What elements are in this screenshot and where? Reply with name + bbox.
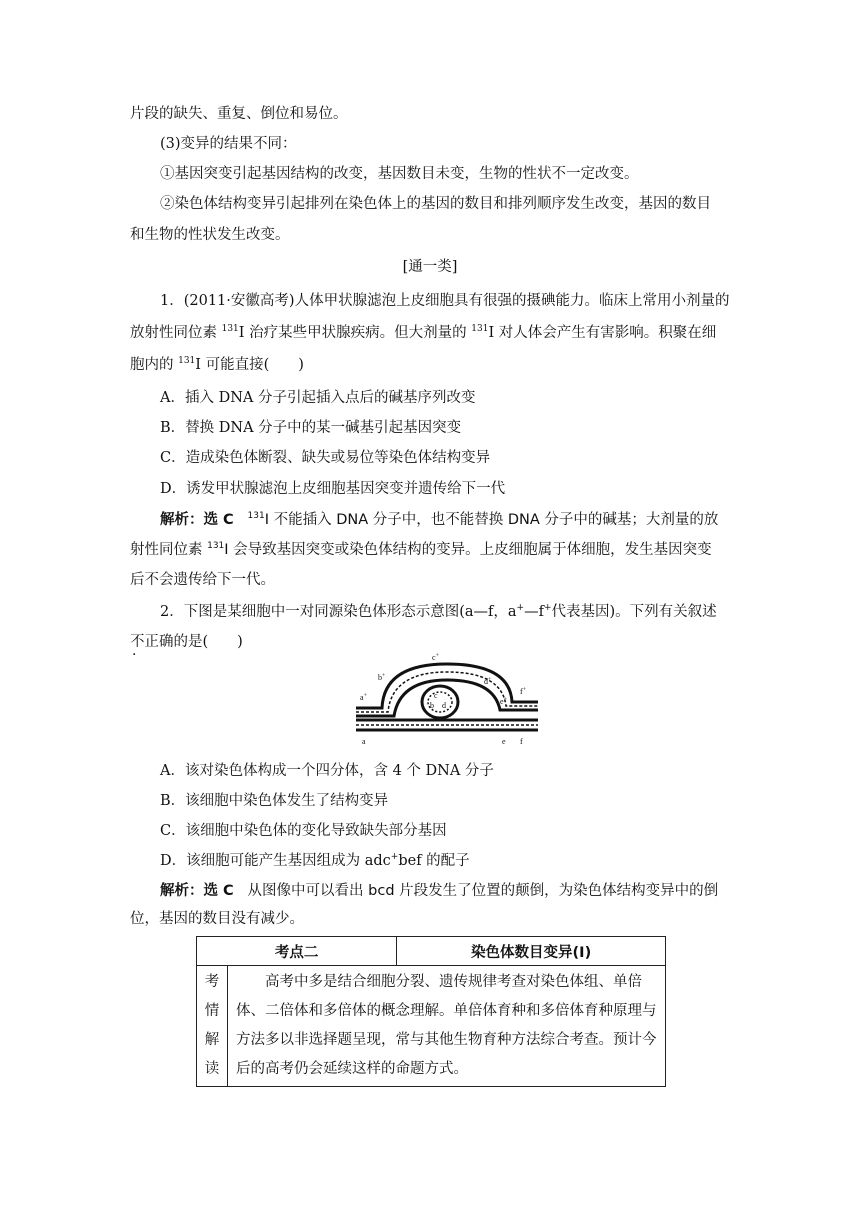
q1-exp2-a: 射性同位素 — [130, 542, 203, 558]
q2-line1-c: 代表基因)。下列有关叙述 — [551, 604, 717, 620]
q2-optd-a: D．该细胞可能产生基因组成为 adc — [160, 853, 391, 869]
question-2-line — [160, 602, 760, 622]
label-d-plus: d+ — [484, 677, 492, 686]
label-b-plus: b+ — [378, 673, 386, 682]
q1-explanation-line: 后不会遗传给下一代。 — [130, 572, 275, 588]
table-header-topic: 染色体数目变异(Ⅰ) — [397, 937, 666, 966]
q1-prefix: 1．(2011· — [160, 293, 231, 309]
question-1-line — [130, 355, 730, 375]
label-f: f — [520, 737, 523, 746]
label-c: c — [434, 691, 438, 700]
plus-sup: + — [516, 603, 525, 614]
question-2-line — [130, 632, 730, 652]
q1-line2-a: 放射性同位素 — [130, 325, 217, 341]
q2-optd-b: bef 的配子 — [398, 853, 470, 869]
q2-option-d — [160, 851, 760, 871]
q1-exp2-b: I 会导致基因突变或染色体结构的变异。上皮细胞属于体细胞，发生基因突变 — [224, 542, 712, 558]
section-heading: [通一类] — [402, 259, 458, 275]
label-e-plus: e+ — [500, 697, 507, 706]
q1-line2-c: I 对人体会产生有害影响。积聚在细 — [488, 325, 717, 341]
chromosome-pair-diagram — [352, 650, 542, 748]
isotope-mass: 131 — [471, 324, 489, 335]
q2-option-a: A．该对染色体构成一个四分体，含 4 个 DNA 分子 — [160, 763, 494, 779]
question-1-line — [130, 323, 730, 343]
q1-source: 安徽高考 — [230, 293, 289, 309]
exam-point-table — [196, 936, 666, 1087]
label-d: d — [442, 701, 446, 710]
q2-explanation-line — [160, 881, 760, 901]
text-line: ①基因突变引起基因结构的改变，基因数目未变，生物的性状不一定改变。 — [160, 166, 639, 182]
table-side-label: 考 情 解 读 — [197, 966, 228, 1087]
q1-option-b: B．替换 DNA 分子中的某一碱基引起基因突变 — [160, 420, 462, 436]
q1-line3-b: I 可能直接( ) — [195, 357, 304, 373]
q2-option-b: B．该细胞中染色体发生了结构变异 — [160, 793, 389, 809]
text-line: (3)变异的结果不同： — [160, 136, 297, 152]
q1-line3-a: 胞内的 — [130, 357, 174, 373]
q2-line1-a: 2．下图是某细胞中一对同源染色体形态示意图(a—f，a — [160, 604, 517, 620]
q2-option-c: C．该细胞中染色体的变化导致缺失部分基因 — [160, 823, 447, 839]
q1-answer-label: 解析：选 C — [160, 512, 234, 528]
label-a: a — [362, 737, 366, 746]
table-body-text: 高考中多是结合细胞分裂、遗传规律考查对染色体组、单倍体、二倍体和多倍体的概念理解。单倍体育种和多倍体育种原理与方法多以非选择题呈现，常与其他生物育种方法综合考查。预计今后的高考仍会延续这样的命题方式。 — [228, 966, 666, 1087]
plus-sup: + — [390, 852, 399, 863]
text-line: 和生物的性状发生改变。 — [130, 227, 290, 243]
isotope-mass: 131 — [221, 324, 239, 335]
q1-line2-b: I 治疗某些甲状腺疾病。但大剂量的 — [238, 325, 467, 341]
q1-explanation-line — [160, 510, 760, 530]
label-b: b — [430, 701, 434, 710]
q1-option-c: C．造成染色体断裂、缺失或易位等染色体结构变异 — [160, 450, 491, 466]
text-line: ②染色体结构变异引起排列在染色体上的基因的数目和排列顺序发生改变，基因的数目 — [160, 196, 711, 212]
label-c-plus: c+ — [432, 653, 439, 662]
label-a-plus: a+ — [360, 693, 367, 702]
q1-line1-rest: )人体甲状腺滤泡上皮细胞具有很强的摄碘能力。临床上常用小剂量的 — [288, 293, 730, 309]
label-e: e — [502, 737, 506, 746]
q2-exp1-rest: 从图像中可以看出 bcd 片段发生了位置的颠倒，为染色体结构变异中的倒 — [247, 883, 719, 899]
table-header-point: 考点二 — [197, 937, 397, 966]
question-1-line — [160, 291, 760, 311]
q2-line2-rest: 正确的是( ) — [144, 634, 243, 650]
q1-explanation-line — [130, 540, 730, 560]
q1-option-d: D．诱发甲状腺滤泡上皮细胞基因突变并遗传给下一代 — [160, 481, 506, 497]
isotope-mass: 131 — [178, 356, 196, 367]
plus-sup: + — [543, 603, 552, 614]
q1-exp1-rest: I 不能插入 DNA 分子中，也不能替换 DNA 分子中的碱基；大剂量的放 — [264, 512, 719, 528]
isotope-mass: 131 — [207, 541, 225, 552]
isotope-mass: 131 — [247, 511, 265, 522]
emphasis-not: 不 — [130, 634, 145, 650]
text-line: 片段的缺失、重复、倒位和易位。 — [130, 106, 348, 122]
label-f-plus: f+ — [520, 687, 527, 696]
q1-option-a: A．插入 DNA 分子引起插入点后的碱基序列改变 — [160, 390, 476, 406]
q2-explanation-line: 位，基因的数目没有减少。 — [130, 911, 304, 927]
q2-answer-label: 解析：选 C — [160, 883, 234, 899]
q2-line1-b: —f — [524, 604, 544, 620]
